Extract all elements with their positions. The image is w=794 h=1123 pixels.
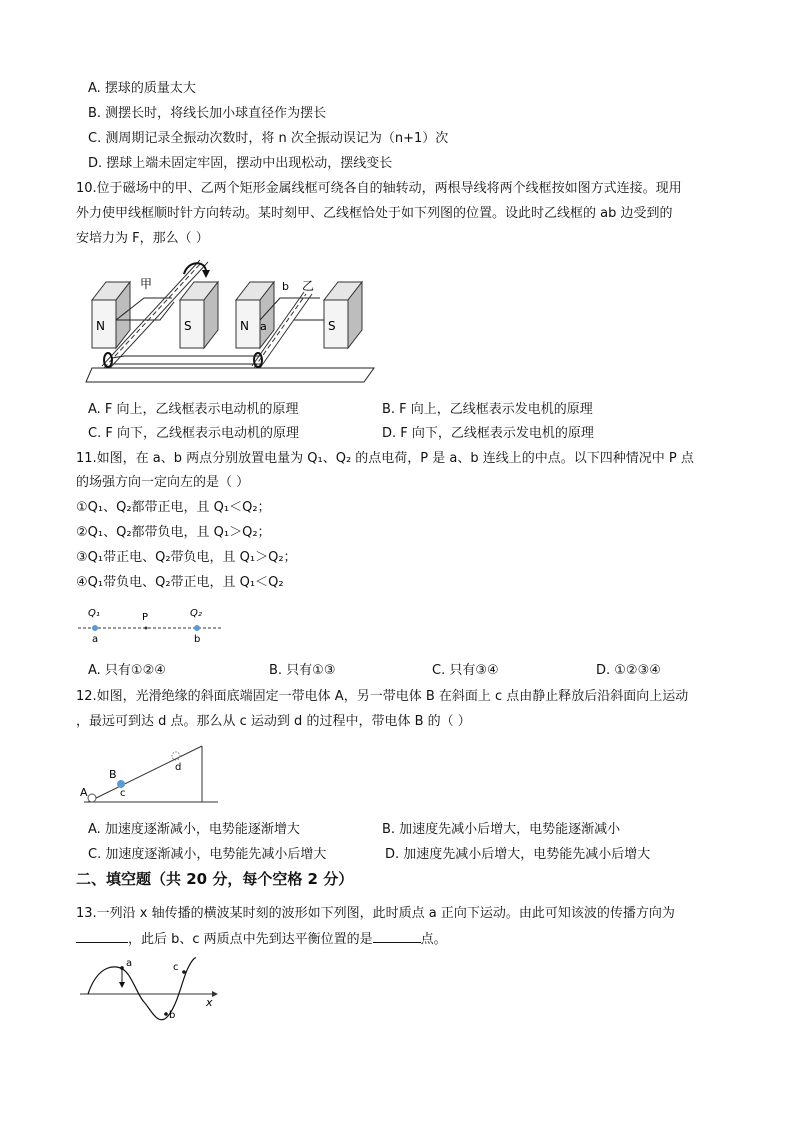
section2-title: 二、填空题（共 20 分，每个空格 2 分） xyxy=(76,870,354,888)
q10-label-n-left: N xyxy=(96,319,105,333)
q10-label-b: b xyxy=(282,280,289,293)
q13-answer-blank-1[interactable] xyxy=(76,930,128,943)
q10-label-s-right: S xyxy=(328,319,336,333)
q10-option-d: D. F 向下，乙线框表示发电机的原理 xyxy=(382,426,594,441)
q10-magnet-s-left xyxy=(180,282,218,348)
q10-option-c: C. F 向下，乙线框表示电动机的原理 xyxy=(88,426,299,441)
q11-label-q2: Q₂ xyxy=(190,608,202,619)
q10-magnet-s-right xyxy=(324,282,362,348)
q10-figure xyxy=(84,258,384,388)
q10-label-yi: 乙 xyxy=(302,279,315,293)
q13-label-c: c xyxy=(173,962,179,973)
q12-label-d: d xyxy=(175,762,182,773)
q12-incline xyxy=(88,746,202,802)
q10-base-board xyxy=(86,368,374,382)
q12-label-c: c xyxy=(120,788,126,799)
q11-label-q1: Q₁ xyxy=(88,608,100,619)
q11-point-p xyxy=(145,627,148,630)
q13-wave xyxy=(88,958,196,1020)
q10-wire-connection xyxy=(112,356,262,358)
q11-charge-q2 xyxy=(194,625,200,631)
q9-option-b: B. 测摆长时，将线长加小球直径作为摆长 xyxy=(88,106,327,121)
q10-label-a: a xyxy=(260,320,267,333)
q12-figure xyxy=(78,740,223,806)
q9-option-d: D. 摆球上端未固定牢固，摆动中出现松动，摆线变长 xyxy=(88,156,393,171)
q12-stem-line2: ，最远可到达 d 点。那么从 c 运动到 d 的过程中，带电体 B 的（ ） xyxy=(76,714,471,729)
q10-option-b: B. F 向上，乙线框表示发电机的原理 xyxy=(382,402,593,417)
q11-label-a: a xyxy=(92,634,99,645)
q13-label-a: a xyxy=(126,958,133,969)
q11-stem-line1: 11.如图，在 a、b 两点分别放置电量为 Q₁、Q₂ 的点电荷，P 是 a、b 连线上的中点。以下四种情况中 P 点 xyxy=(76,451,694,466)
q11-label-p: P xyxy=(142,612,149,623)
q13-point-a xyxy=(120,966,124,970)
q10-stem-line3: 安培力为 F，那么（ ） xyxy=(76,231,209,246)
q12-label-b: B xyxy=(109,768,117,781)
q9-option-a: A. 摆球的质量太大 xyxy=(88,81,196,96)
q12-charge-b xyxy=(117,780,125,788)
q12-option-d: D. 加速度先减小后增大，电势能先减小后增大 xyxy=(385,847,651,862)
q11-option-b: B. 只有①③ xyxy=(269,663,336,678)
q11-option-c: C. 只有③④ xyxy=(432,663,499,678)
q13-answer-blank-2[interactable] xyxy=(373,930,421,943)
q13-point-b xyxy=(164,1012,168,1016)
q13-label-b: b xyxy=(169,1010,176,1021)
q13-point-c xyxy=(182,970,186,974)
q12-label-a: A xyxy=(80,786,88,799)
q11-charge-q1 xyxy=(92,625,98,631)
q10-stem-line2: 外力使甲线框顺时针方向转动。某时刻甲、乙线框恰处于如下列图的位置。设此时乙线框的 ab 边受到的 xyxy=(76,206,673,221)
q11-label-b: b xyxy=(194,634,201,645)
q10-label-jia: 甲 xyxy=(140,277,153,291)
q13-label-x: x xyxy=(206,996,213,1009)
q13-stem-end: 点。 xyxy=(420,932,447,947)
q11-condition-2: ②Q₁、Q₂都带负电，且 Q₁＞Q₂； xyxy=(76,525,271,540)
q12-stem-line1: 12.如图，光滑绝缘的斜面底端固定一带电体 A，另一带电体 B 在斜面上 c 点由静止释放后沿斜面向上运动 xyxy=(76,689,689,704)
q10-magnet-n-left xyxy=(92,282,130,348)
q11-condition-1: ①Q₁、Q₂都带正电，且 Q₁＜Q₂； xyxy=(76,500,271,515)
q10-label-n-right: N xyxy=(240,319,249,333)
q12-option-b: B. 加速度先减小后增大，电势能逐渐减小 xyxy=(382,822,621,837)
q11-option-a: A. 只有①②④ xyxy=(88,663,166,678)
q11-condition-4: ④Q₁带负电、Q₂带正电，且 Q₁＜Q₂ xyxy=(76,575,284,590)
q13-stem-line1: 13.一列沿 x 轴传播的横波某时刻的波形如下列图，此时质点 a 正向下运动。由此可知该波的传播方向为 xyxy=(76,906,675,921)
q13-figure xyxy=(78,956,224,1022)
q10-magnet-n-right xyxy=(236,282,274,348)
q10-stem-line1: 10.位于磁场中的甲、乙两个矩形金属线框可绕各自的轴转动，两根导线将两个线框按如图方式连接。现用 xyxy=(76,181,682,196)
q11-figure xyxy=(76,604,226,646)
q10-option-a: A. F 向上，乙线框表示电动机的原理 xyxy=(88,402,299,417)
q12-option-c: C. 加速度逐渐减小，电势能先减小后增大 xyxy=(88,847,327,862)
q11-stem-line2: 的场强方向一定向左的是（ ） xyxy=(76,475,250,490)
q12-option-a: A. 加速度逐渐减小，电势能逐渐增大 xyxy=(88,822,300,837)
q9-option-c: C. 测周期记录全振动次数时，将 n 次全振动误记为（n+1）次 xyxy=(88,131,449,146)
q13-stem-line2 xyxy=(76,930,447,949)
q11-option-d: D. ①②③④ xyxy=(596,663,661,678)
q10-label-s-left: S xyxy=(184,319,192,333)
q11-condition-3: ③Q₁带正电、Q₂带负电，且 Q₁＞Q₂； xyxy=(76,550,297,565)
q13-stem-mid: ，此后 b、c 两质点中先到达平衡位置的是 xyxy=(128,932,373,947)
q12-charge-a xyxy=(88,794,96,802)
